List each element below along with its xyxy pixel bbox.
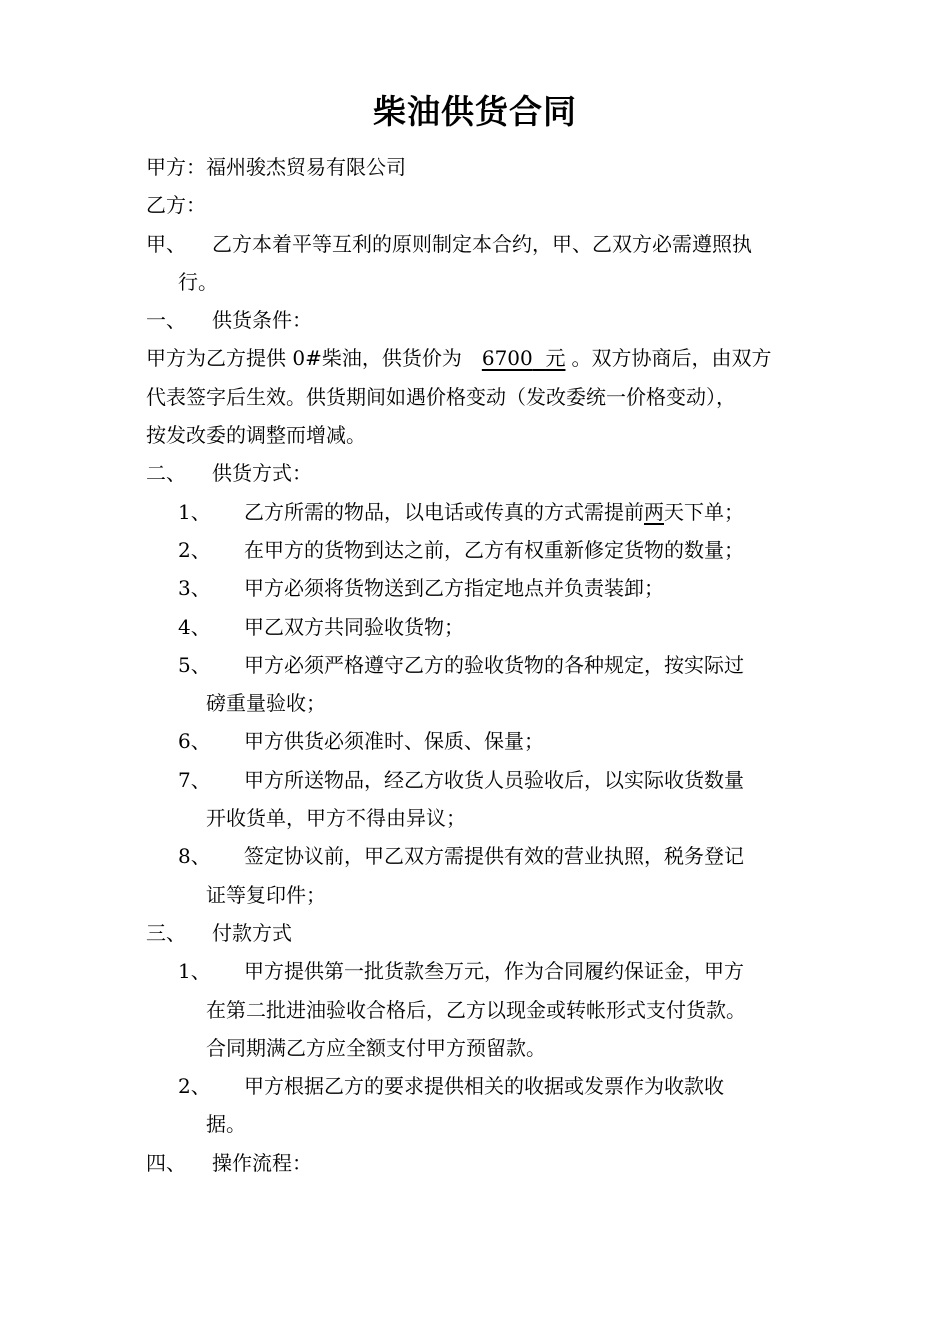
price-unit: 元 — [545, 346, 566, 371]
list-item — [146, 837, 816, 875]
section-1-line-1 — [146, 339, 816, 377]
party-b-line — [146, 186, 816, 224]
list-item-number: 3、 — [178, 576, 211, 601]
list-item — [146, 761, 816, 799]
list-item-number: 7、 — [178, 767, 211, 792]
list-item — [146, 608, 816, 646]
list-item-number: 1、 — [178, 959, 211, 984]
section-1-line-3: 按发改委的调整而增减。 — [146, 423, 366, 448]
list-item-text: 乙方所需的物品，以电话或传真的方式需提前 — [244, 499, 644, 524]
section-1-text-after-price: 。双方协商后，由双方 — [571, 346, 772, 371]
section-2-heading — [146, 454, 816, 492]
list-item-number: 8、 — [178, 844, 211, 869]
list-item-continuation: 磅重量验收； — [206, 691, 326, 716]
list-item — [146, 569, 816, 607]
intro-paragraph — [146, 225, 816, 263]
section-1-line-2: 代表签字后生效。供货期间如遇价格变动（发改委统一价格变动）， — [146, 384, 736, 409]
section-3-heading — [146, 914, 816, 952]
list-item-text: 甲方提供第一批货款叁万元，作为合同履约保证金，甲方 — [244, 959, 744, 984]
list-item — [146, 952, 816, 990]
party-a-name: 福州骏杰贸易有限公司 — [206, 155, 406, 179]
section-3-marker: 三、 — [146, 920, 186, 945]
list-item-continuation: 据。 — [206, 1112, 246, 1137]
contract-body — [146, 148, 816, 1182]
list-item — [146, 1067, 816, 1105]
party-b-label: 乙方： — [146, 193, 206, 218]
list-item-continuation: 开收货单，甲方不得由异议； — [206, 806, 466, 831]
section-4-heading — [146, 1144, 816, 1182]
list-item-text: 天下单； — [664, 499, 744, 524]
intro-line-2: 行。 — [178, 269, 218, 294]
section-1-text-before-price: 甲方为乙方提供 0#柴油，供货价为 — [146, 346, 462, 371]
section-3-title: 付款方式 — [212, 920, 292, 945]
section-4-marker: 四、 — [146, 1150, 186, 1175]
list-item-text: 甲方所送物品，经乙方收货人员验收后，以实际收货数量 — [244, 767, 744, 792]
list-item-text: 签定协议前，甲乙双方需提供有效的营业执照，税务登记 — [244, 844, 744, 869]
price-field — [462, 339, 572, 377]
section-2-title: 供货方式： — [212, 461, 312, 486]
list-item-continuation: 在第二批进油验收合格后，乙方以现金或转帐形式支付货款。 — [206, 997, 746, 1022]
list-item — [146, 646, 816, 684]
list-item-continuation: 证等复印件； — [206, 882, 326, 907]
list-item-number: 5、 — [178, 652, 211, 677]
list-item-continuation: 合同期满乙方应全额支付甲方预留款。 — [206, 1035, 546, 1060]
document-title: 柴油供货合同 — [373, 92, 577, 131]
party-a-line — [146, 148, 816, 186]
list-item-number: 2、 — [178, 1074, 211, 1099]
list-item-underlined-text: 两 — [644, 499, 664, 524]
intro-line-1: 乙方本着平等互利的原则制定本合约，甲、乙双方必需遵照执 — [212, 231, 752, 256]
section-2-marker: 二、 — [146, 461, 186, 486]
section-1-heading — [146, 301, 816, 339]
list-item-number: 4、 — [178, 614, 211, 639]
list-item — [146, 531, 816, 569]
list-item-number: 6、 — [178, 729, 211, 754]
list-item-text: 甲方供货必须准时、保质、保量； — [244, 729, 544, 754]
intro-marker: 甲、 — [146, 231, 186, 256]
party-a-label: 甲方： — [146, 155, 206, 179]
list-item — [146, 722, 816, 760]
intro-line-2-row — [146, 263, 816, 301]
list-item-text: 甲方根据乙方的要求提供相关的收据或发票作为收款收 — [244, 1074, 724, 1099]
section-4-title: 操作流程： — [212, 1150, 312, 1175]
list-item-text: 甲乙双方共同验收货物； — [244, 614, 464, 639]
list-item — [146, 493, 816, 531]
list-item-text: 甲方必须将货物送到乙方指定地点并负责装卸； — [244, 576, 664, 601]
section-1-title: 供货条件： — [212, 308, 312, 333]
list-item-number: 1、 — [178, 499, 211, 524]
list-item-text: 甲方必须严格遵守乙方的验收货物的各种规定，按实际过 — [244, 652, 744, 677]
price-value: 6700 — [481, 346, 533, 371]
list-item-text: 在甲方的货物到达之前，乙方有权重新修定货物的数量； — [244, 537, 744, 562]
list-item-number: 2、 — [178, 537, 211, 562]
section-1-marker: 一、 — [146, 308, 186, 333]
